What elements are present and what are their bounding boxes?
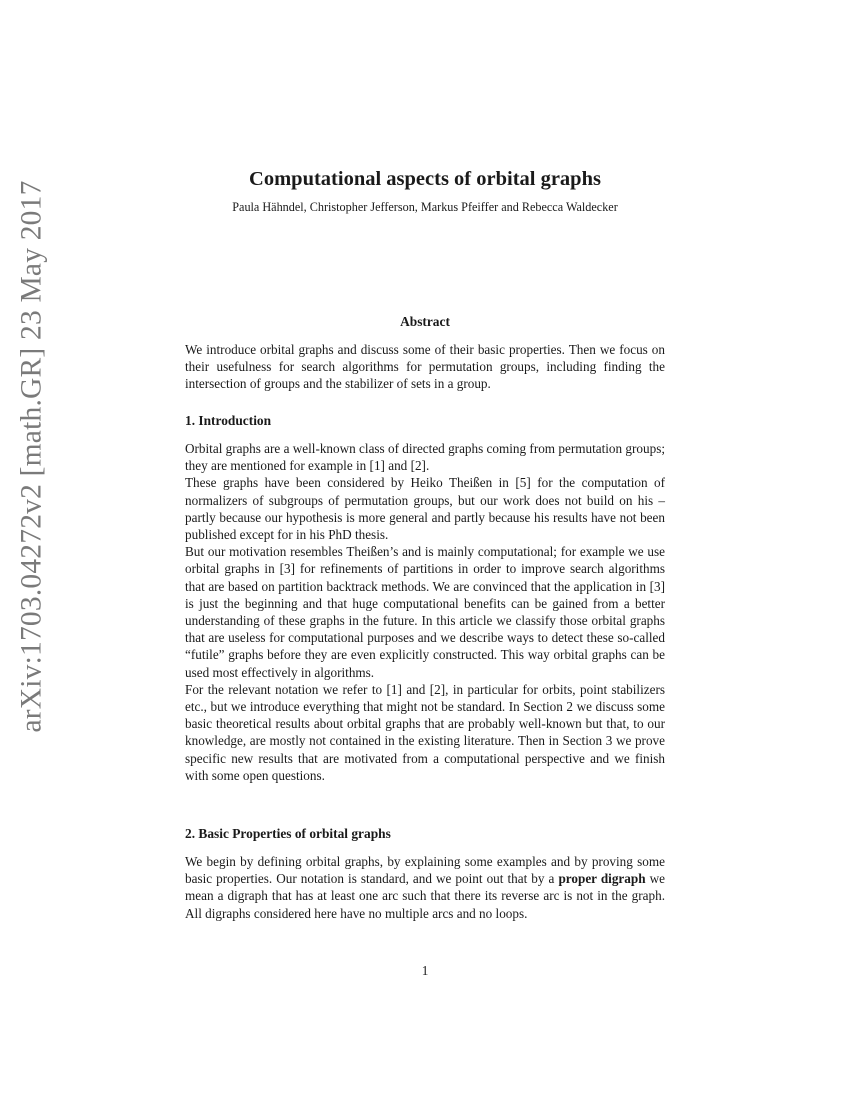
introduction-paragraph-1: Orbital graphs are a well-known class of directed graphs coming from permutation groups; they are mentioned for example in [1] and [2]. [185, 441, 665, 474]
section-heading-basic-properties: 2. Basic Properties of orbital graphs [185, 826, 391, 841]
section-heading-introduction: 1. Introduction [185, 413, 272, 428]
arxiv-identifier-text: arXiv:1703.04272v2 [math.GR] 23 May 2017 [15, 179, 48, 733]
introduction-paragraph-3: But our motivation resembles Theißen’s and is mainly computational; for example we use orbital graphs in [3] for refinements of partitions in order to improve search algorithms that are based on partition backtrack methods. We are convinced that the application in [3] is just the beginning and that huge computational benefits can be gained from a better understanding of these graphs in the future. In this article we classify those orbital graphs that are useless for computational purposes and we describe ways to detect these so-called “futile” graphs before they are even explicitly constructed. This way orbital graphs can be used most effectively in algorithms. [185, 544, 665, 680]
basic-properties-paragraph [185, 853, 665, 922]
proper-digraph-term: proper digraph [558, 871, 646, 887]
abstract-heading: Abstract [400, 314, 450, 329]
page-number: 1 [421, 963, 429, 978]
introduction-paragraph-2: These graphs have been considered by Heiko Theißen in [5] for the computation of normalizers of subgroups of permutation groups, but our work does not build on his – partly because our hypothesis is more general and partly because his results have not been published except for in his PhD thesis. [185, 475, 665, 543]
basic-properties-text-before: We begin by defining orbital graphs, by explaining some examples and by proving some basic properties. Our notation is standard, and we point out that by a [185, 854, 665, 887]
basic-properties-text-after: we mean a digraph that has at least one arc such that there its reverse arc is not in the graph. All digraphs considered here have no multiple arcs and no loops. [185, 871, 665, 921]
arxiv-identifier [6, 179, 58, 733]
paper-title: Computational aspects of orbital graphs [249, 168, 601, 190]
author-list: Paula Hähndel, Christopher Jefferson, Markus Pfeiffer and Rebecca Waldecker [232, 200, 618, 214]
introduction-paragraph-4: For the relevant notation we refer to [1] and [2], in particular for orbits, point stabilizers etc., but we introduce everything that might not be standard. In Section 2 we discuss some basic theoretical results about orbital graphs that are probably well-known but that, to our knowledge, are mostly not contained in the existing literature. Then in Section 3 we prove specific new results that are motivated from a computational perspective and we finish with some open questions. [185, 681, 665, 783]
introduction-body [185, 440, 665, 784]
abstract-text: We introduce orbital graphs and discuss some of their basic properties. Then we focus on their usefulness for search algorithms for permutation groups, including finding the intersection of groups and the stabilizer of sets in a group. [185, 342, 665, 392]
